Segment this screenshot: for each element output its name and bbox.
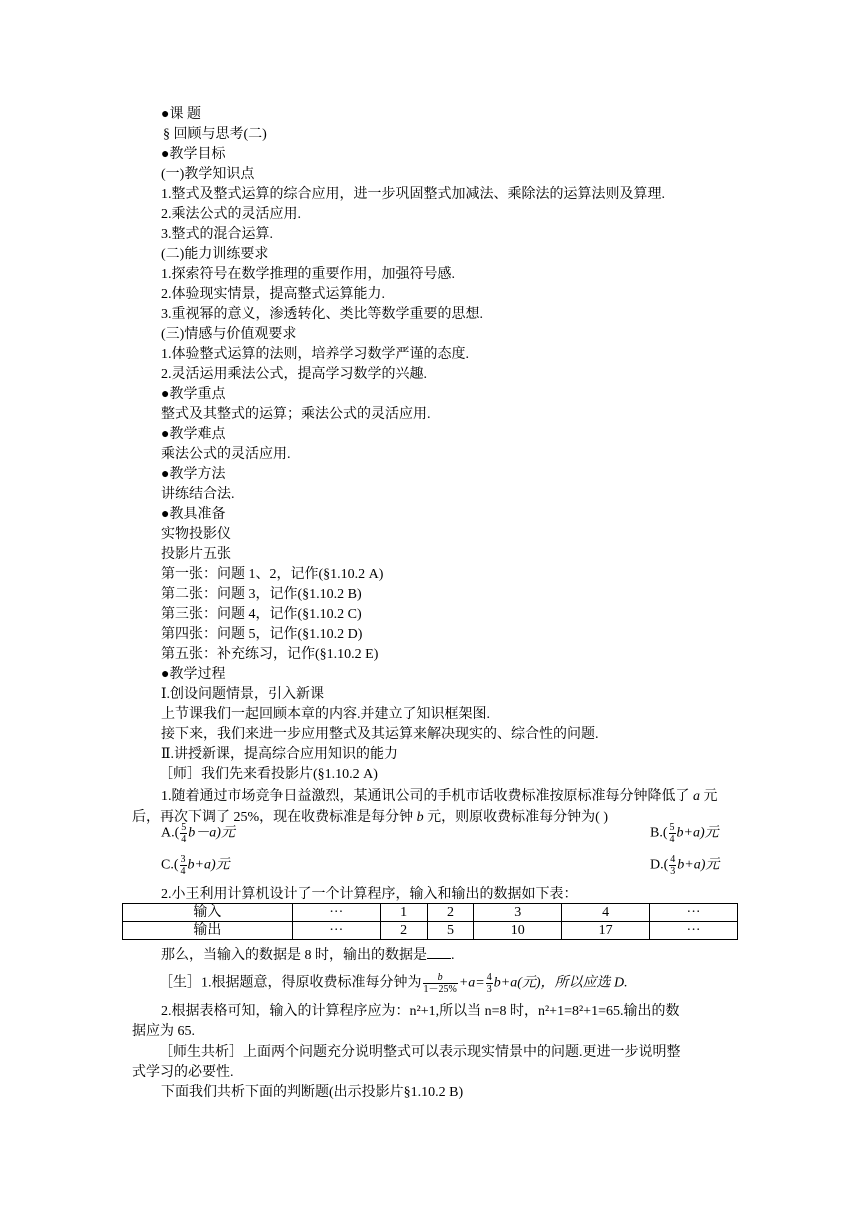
table-cell: 3: [474, 904, 562, 922]
key-text: 整式及其整式的运算；乘法公式的灵活应用.: [161, 407, 431, 422]
question-2: 2.小王利用计算机设计了一个计算程序，输入和输出的数据如下表：: [161, 887, 578, 902]
answer-2-line: 据应为 65.: [132, 1024, 195, 1039]
ability-heading: (二)能力训练要求: [161, 247, 269, 262]
table-cell: 1: [380, 904, 427, 922]
table-cell: 2: [427, 904, 474, 922]
emotion-item: 1.体验整式运算的法则，培养学习数学严谨的态度.: [161, 347, 469, 362]
table-cell: ···: [650, 922, 738, 940]
tools-item: 投影片五张: [161, 547, 231, 562]
heading-keti: ●课 题: [161, 107, 201, 122]
method-heading: ●教学方法: [161, 467, 226, 482]
table-cell: 17: [562, 922, 650, 940]
tools-item: 第四张：问题 5，记作(§1.10.2 D): [161, 627, 363, 642]
table-cell: ···: [650, 904, 738, 922]
tools-item: 第五张：补充练习，记作(§1.10.2 E): [161, 647, 379, 662]
section2-title: Ⅱ.讲授新课，提高综合应用知识的能力: [161, 747, 399, 762]
table-row: [123, 922, 738, 940]
joint-analysis-line: ［师生共析］上面两个问题充分说明整式可以表示现实情景中的问题.更进一步说明整: [159, 1045, 681, 1060]
table-cell: 2: [380, 922, 427, 940]
lesson-subtitle: § 回顾与思考(二): [163, 127, 267, 142]
table-cell: 10: [474, 922, 562, 940]
answer-blank: [427, 946, 451, 959]
final-line: 下面我们共析下面的判断题(出示投影片§1.10.2 B): [161, 1085, 464, 1100]
difficult-heading: ●教学难点: [161, 427, 226, 442]
joint-analysis-line: 式学习的必要性.: [132, 1065, 234, 1080]
tools-item: 实物投影仪: [161, 527, 231, 542]
table-cell: 输出: [123, 922, 293, 940]
emotion-item: 2.灵活运用乘法公式，提高学习数学的兴趣.: [161, 367, 427, 382]
ability-item: 1.探索符号在数学推理的重要作用，加强符号感.: [161, 267, 455, 282]
process-heading: ●教学过程: [161, 667, 226, 682]
knowledge-item: 3.整式的混合运算.: [161, 227, 273, 242]
tools-item: 第一张：问题 1、2，记作(§1.10.2 A): [161, 567, 384, 582]
section1-title: Ⅰ.创设问题情景，引入新课: [161, 687, 325, 702]
option-c: C.( $\frac{3}{4}$ b+a)元: [161, 854, 230, 877]
section1-line: 接下来，我们来进一步应用整式及其运算来解决现实的、综合性的问题.: [161, 727, 599, 742]
answer-2-line: 2.根据表格可知，输入的计算程序应为：n²+1,所以当 n=8 时，n²+1=8²+1=65.输出的数: [161, 1004, 680, 1019]
table-cell: 输入: [123, 904, 293, 922]
tools-heading: ●教具准备: [161, 507, 226, 522]
table-cell: ···: [292, 904, 380, 922]
key-heading: ●教学重点: [161, 387, 226, 402]
option-a: A.( $\frac{5}{4}$ b－a)元: [161, 822, 235, 845]
difficult-text: 乘法公式的灵活应用.: [161, 447, 291, 462]
ability-item: 2.体验现实情景，提高整式运算能力.: [161, 287, 385, 302]
io-table: [122, 903, 738, 940]
emotion-heading: (三)情感与价值观要求: [161, 327, 297, 342]
option-d: D.( $\frac{4}{3}$ b+a)元: [650, 854, 720, 877]
student-answer-1: ［生］1.根据题意，得原收费标准每分钟为 $\frac{b}{1-25\%}$ +a= $\frac{4}{3}$ b+a(元)，所以应选 D.: [159, 972, 628, 995]
question-2-prompt: 那么，当输入的数据是 8 时，输出的数据是 .: [161, 948, 455, 963]
table-row: [123, 904, 738, 922]
goals-heading: ●教学目标: [161, 147, 226, 162]
knowledge-item: 2.乘法公式的灵活应用.: [161, 207, 301, 222]
table-cell: ···: [292, 922, 380, 940]
option-b: B.( $\frac{5}{4}$ b+a)元: [650, 822, 719, 845]
tools-item: 第二张：问题 3，记作(§1.10.2 B): [161, 587, 362, 602]
ability-item: 3.重视幂的意义，渗透转化、类比等数学重要的思想.: [161, 307, 483, 322]
question-1: 1.随着通过市场竞争日益激烈，某通讯公司的手机市话收费标准按原标准每分钟降低了 a 元后，再次下调了 25%，现在收费标准是每分钟 b 元，则原收费标准每分钟为( ): [132, 789, 718, 825]
knowledge-heading: (一)教学知识点: [161, 167, 255, 182]
tools-item: 第三张：问题 4，记作(§1.10.2 C): [161, 607, 362, 622]
knowledge-item: 1.整式及整式运算的综合应用，进一步巩固整式加减法、乘除法的运算法则及算理.: [161, 187, 665, 202]
teacher-line: ［师］我们先来看投影片(§1.10.2 A): [159, 767, 378, 782]
table-cell: 5: [427, 922, 474, 940]
method-text: 讲练结合法.: [161, 487, 235, 502]
section1-line: 上节课我们一起回顾本章的内容.并建立了知识框架图.: [161, 707, 490, 722]
table-cell: 4: [562, 904, 650, 922]
